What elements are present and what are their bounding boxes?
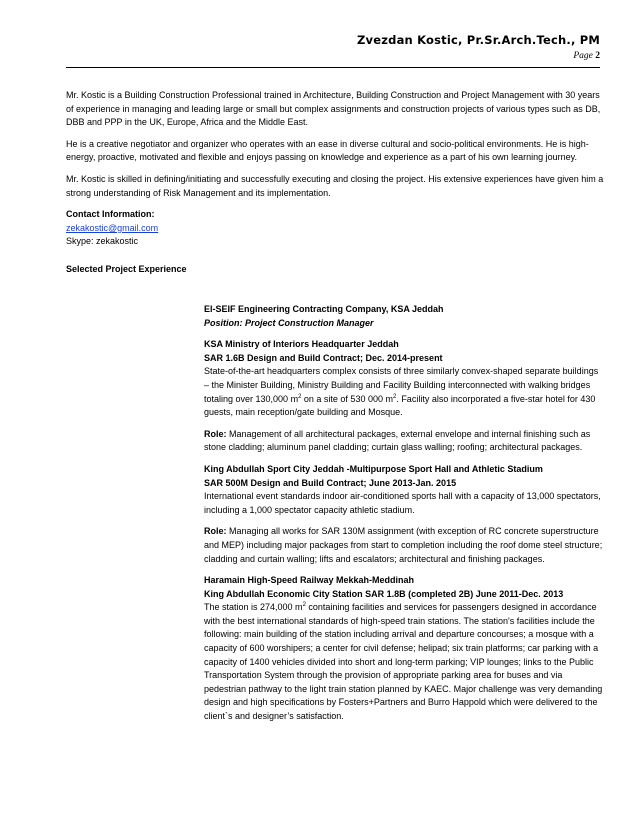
project-2-title: King Abdullah Sport City Jeddah -Multipurpose Sport Hall and Athletic Stadium <box>204 463 543 474</box>
page-number <box>66 51 600 61</box>
intro-paragraph-3: Mr. Kostic is skilled in defining/initiating and successfully executing and closing the project. His extensive experiences have given him a strong understanding of Risk Management and its implementation. <box>66 173 604 198</box>
project-3-contract: King Abdullah Economic City Station SAR 1.8B (completed 2B) June 2011-Dec. 2013 <box>204 588 564 599</box>
page-number-value: 2 <box>595 51 600 61</box>
project-1-role: Role: Management of all architectural packages, external envelope and internal finishing such as stone cladding; aluminum panel cladding; curtain glass walling; roofing; architectural packages. <box>204 428 591 453</box>
page-label: Page <box>573 51 593 61</box>
skype-id: Skype: zekakostic <box>66 236 139 247</box>
email-link[interactable]: zekakostic@gmail.com <box>66 222 159 233</box>
header-divider <box>66 67 600 68</box>
intro-paragraph-2: He is a creative negotiator and organizer who operates with an ease in diverse cultural and socio-political environments. He is high-energy, proactive, motivated and flexible and enjoys passing on knowledge and experience as a part of his own learning journey. <box>66 138 589 163</box>
project-3-description: The station is 274,000 $m^2$ containing facilities and services for passengers designed in accordance with the best international standards of high-speed train stations. The station's facilities include the following: main building of the station including arrival and departure concourses; a mosque with a capacity of 600 worshipers; a center for civil defense; helipad; six train platforms; car parking with a capacity of 1400 vehicles divided into short and long-term parking; VIP lounges; links to the Public Transportation System through the provision of appropriate parking area for buses and via pedestrian pathway to the light train station planned by KAEC. Major challenge was very demanding design and high specifications by Fosters+Partners and Burro Happold which were delivered to the client`s and designer’s satisfaction. <box>204 602 603 722</box>
project-3-title: Haramain High-Speed Railway Mekkah-Meddinah <box>204 575 415 586</box>
company-name: El-SEIF Engineering Contracting Company, KSA Jeddah <box>204 304 444 314</box>
contact-heading: Contact Information: <box>66 209 155 220</box>
project-1-description: State-of-the-art headquarters complex consists of three similarly convex-shaped separate buildings – the Minister Building, Ministry Building and Facility Building interconnected with walking bridges totaling over 130,000 $m^2$ on a site of 530 000 $m^2$. Facility also incorporated a five-star hotel for 430 guests, main reception/gate building and Mosque. <box>204 366 599 418</box>
project-1-title: KSA Ministry of Interiors Headquarter Jeddah <box>204 339 399 350</box>
project-2-contract: SAR 500M Design and Build Contract; June 2013-Jan. 2015 <box>204 477 457 488</box>
intro-paragraph-1: Mr. Kostic is a Building Construction Professional trained in Architecture, Building Construction and Project Management with 30 years of experience in managing and leading large or small but complex assignments and construction projects of various types such as DB, DBB and PPP in the UK, Europe, Africa and the Middle East. <box>66 90 601 128</box>
experience-section <box>204 303 604 724</box>
page-header <box>66 33 600 61</box>
position-title: Position: Project Construction Manager <box>204 317 374 328</box>
intro-section <box>66 89 606 277</box>
project-2-description: International event standards indoor air-conditioned sports hall with a capacity of 13,000 spectators, including a 1,000 spectator capacity athletic stadium. <box>204 491 601 515</box>
experience-heading: Selected Project Experience <box>66 263 187 274</box>
project-1-contract: SAR 1.6B Design and Build Contract; Dec. 2014-present <box>204 352 443 363</box>
author-name: Zvezdan Kostic, Pr.Sr.Arch.Tech., PM <box>357 33 600 47</box>
project-2-role: Role: Managing all works for SAR 130M assignment (with exception of RC concrete superstructure and MEP) including major packages from start to completion including the roof dome steel structure; cladding and curtain walling; lifts and escalators; architectural and finishing packages. <box>204 526 603 564</box>
